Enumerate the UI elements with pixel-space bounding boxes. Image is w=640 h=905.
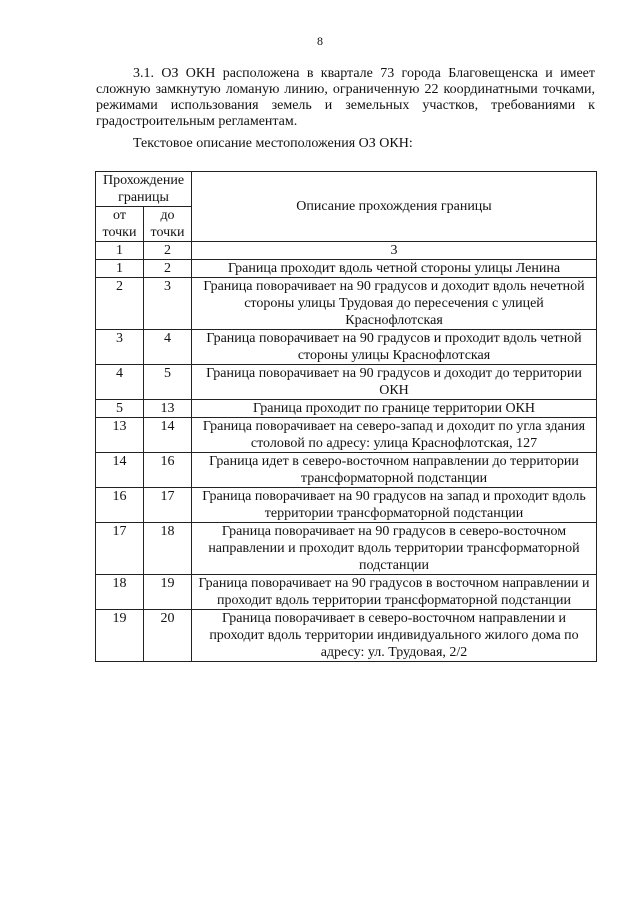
column-number-2: 2: [144, 242, 192, 260]
header-from: от точки: [96, 207, 144, 242]
column-number-3: 3: [192, 242, 597, 260]
from-point: 4: [96, 365, 144, 400]
boundary-table: [95, 171, 597, 662]
table-row: [96, 260, 597, 278]
column-number-1: 1: [96, 242, 144, 260]
boundary-description: Граница поворачивает на 90 градусов в северо-восточном направлении и проходит вдоль территории трансформаторной подстанции: [192, 523, 597, 575]
boundary-description: Граница поворачивает на 90 градусов и доходит до территории ОКН: [192, 365, 597, 400]
from-point: 2: [96, 278, 144, 330]
boundary-description: Граница поворачивает на 90 градусов в восточном направлении и проходит вдоль территории трансформаторной подстанции: [192, 575, 597, 610]
table-intro: Текстовое описание местоположения ОЗ ОКН:: [133, 136, 413, 151]
to-point: 18: [144, 523, 192, 575]
header-description: Описание прохождения границы: [192, 172, 597, 242]
header-passage: Прохождение границы: [96, 172, 192, 207]
table-row: [96, 330, 597, 365]
table-row: [96, 418, 597, 453]
page-number: 8: [317, 34, 323, 48]
table-row: [96, 575, 597, 610]
to-point: 4: [144, 330, 192, 365]
table-row: [96, 488, 597, 523]
table-row: [96, 610, 597, 662]
boundary-description: Граница поворачивает на 90 градусов и доходит вдоль нечетной стороны улицы Трудовая до пересечения с улицей Краснофлотская: [192, 278, 597, 330]
table-row: [96, 523, 597, 575]
from-point: 1: [96, 260, 144, 278]
table-row: [96, 400, 597, 418]
from-point: 5: [96, 400, 144, 418]
boundary-description: Граница проходит вдоль четной стороны улицы Ленина: [192, 260, 597, 278]
to-point: 20: [144, 610, 192, 662]
to-point: 16: [144, 453, 192, 488]
from-point: 14: [96, 453, 144, 488]
from-point: 17: [96, 523, 144, 575]
table-row: [96, 278, 597, 330]
section-paragraph: 3.1. ОЗ ОКН расположена в квартале 73 города Благовещенска и имеет сложную замкнутую ломаную линию, ограниченную 22 координатными точками, режимами использования земель и земельных участков, требованиями к градостроительным регламентам.: [96, 66, 595, 129]
boundary-description: Граница поворачивает на 90 градусов и проходит вдоль четной стороны улицы Краснофлотская: [192, 330, 597, 365]
from-point: 16: [96, 488, 144, 523]
to-point: 13: [144, 400, 192, 418]
from-point: 19: [96, 610, 144, 662]
to-point: 3: [144, 278, 192, 330]
boundary-description: Граница поворачивает в северо-восточном направлении и проходит вдоль территории индивидуального жилого дома по адресу: ул. Трудовая, 2/2: [192, 610, 597, 662]
to-point: 5: [144, 365, 192, 400]
from-point: 18: [96, 575, 144, 610]
to-point: 17: [144, 488, 192, 523]
boundary-description: Граница поворачивает на 90 градусов на запад и проходит вдоль территории трансформаторной подстанции: [192, 488, 597, 523]
header-to: до точки: [144, 207, 192, 242]
table-row: [96, 365, 597, 400]
boundary-description: Граница проходит по границе территории ОКН: [192, 400, 597, 418]
boundary-description: Граница поворачивает на северо-запад и доходит по угла здания столовой по адресу: улица Краснофлотская, 127: [192, 418, 597, 453]
to-point: 19: [144, 575, 192, 610]
from-point: 13: [96, 418, 144, 453]
boundary-description: Граница идет в северо-восточном направлении до территории трансформаторной подстанции: [192, 453, 597, 488]
to-point: 2: [144, 260, 192, 278]
to-point: 14: [144, 418, 192, 453]
from-point: 3: [96, 330, 144, 365]
table-row: [96, 453, 597, 488]
